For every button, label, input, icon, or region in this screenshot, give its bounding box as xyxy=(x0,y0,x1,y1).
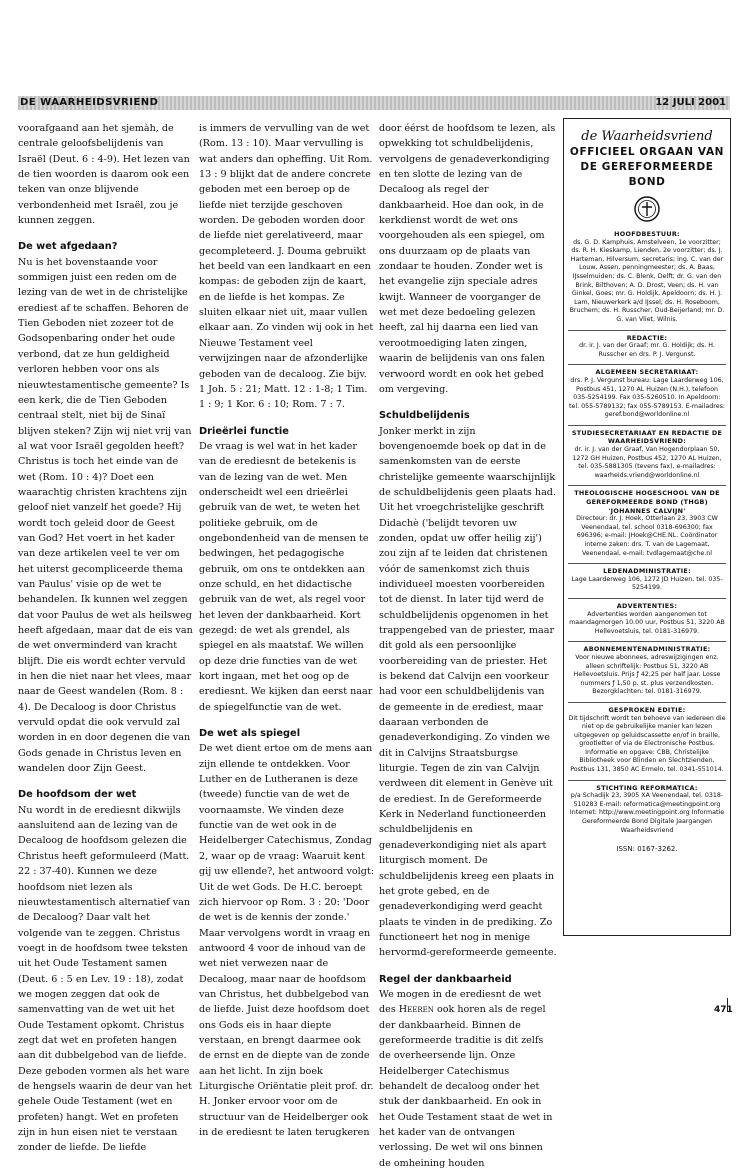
masthead-section xyxy=(568,330,726,360)
paragraph: Nu wordt in de erediesnt dikwijls aansluitend aan de lezing van de Decaloog de hoofdsom gelezen die Christus heeft geformuleerd (Matt. 22 : 37-40). Kunnen we deze hoofdsom niet lezen als nieuwtestamentisch alternatief van de Decaloog? Daar valt het volgende van te zeggen. Christus voegt in de hoofdsom twee teksten uit het Oude Testament samen (Deut. 6 : 5 en Lev. 19 : 18), zodat we mogen zeggen dat ook de samenvatting van de wet uit het Oude Testament opkomt. Christus zegt dat wet en profeten hangen aan dit dubbelgebod van de liefde. Deze geboden vormen als het ware de hengsels waarin de deur van het gehele Oude Testament (wet en profeten) hangt. Wet en profeten zijn in hun eisen niet te verstaan zonder de liefde. De liefde xyxy=(18,804,192,1154)
masthead-section xyxy=(568,702,726,775)
masthead-section-body: Lage Laarderweg 106, 1272 JD Huizen, tel. 035-5254199. xyxy=(571,575,723,592)
masthead-section-body: Advertenties worden aangenomen tot maandagmorgen 10.00 uur, Postbus 51, 3220 AB Hellevoetsluis, tel. 0181-316979. xyxy=(569,610,725,635)
masthead-section xyxy=(568,563,726,593)
paragraph: is immers de vervulling van de wet (Rom. 13 : 10). Maar vervulling is wat anders dan opheffing. Uit Rom. 13 : 9 blijkt dat de andere concrete geboden met een beroep op de liefde niet terzijde geschoven worden. De geboden worden door de liefde niet gerelativeerd, maar gecompleteerd. J. Douma gebruikt het beeld van een landkaart en een kompas: de geboden zijn de kaart, en de liefde is het kompas. Ze sluiten elkaar niet uit, maar vullen elkaar aan. Zo vinden wij ook in het Nieuwe Testament veel verwijzingen naar de afzonderlijke geboden van de decaloog. Zie bijv. 1 Joh. 5 : 21; Matt. 12 : 1-8; 1 Tim. 1 : 9; 1 Kor. 6 : 10; Rom. 7 : 7. xyxy=(199,123,374,411)
masthead-section-heading: LEDENADMINISTRATIE: xyxy=(568,563,726,576)
masthead-section-body: drs. P. J. Vergunst bureau: Lage Laarderweg 106, Postbus 451, 1270 AL Huizen (N.H.), telefoon 035-5254199. Fax 035-5260510. In Apeldoorn: tel. 055-5789132; fax 055-5789153. E-mailadres: geref.bond@worldonline.nl xyxy=(568,376,726,419)
section-heading: Drieërlei functie xyxy=(199,425,289,437)
paragraph: De vraag is wel wat in het kader van de erediesnt de betekenis is van de lezing van de wet. Men onderscheidt wel een drieërlei gebruik van de wet, te weten het politieke gebruik, om de ongebondenheid van de mensen te bedwingen, het pedagogische gebruik, om ons te ontdekken aan onze schuld, en het didactische gebruik van de wet, als regel voor het leven der dankbaarheid. Kort gezegd: de wet als grendel, als spiegel en als maatstaf. We willen op deze drie functies van de wet kort ingaan, met het oog op de erediesnt. We kijken dan eerst naar de spiegelfunctie van de wet. xyxy=(199,440,373,713)
section-heading: Regel der dankbaarheid xyxy=(379,973,512,985)
masthead-section xyxy=(568,641,726,697)
masthead-section-heading: ABONNEMENTENADMINISTRATIE: xyxy=(568,641,726,654)
masthead-section-heading: ALGEMEEN SECRETARIAAT: xyxy=(568,364,726,377)
column-1 xyxy=(18,121,194,1156)
masthead-section-heading: STUDIESECRETARIAAT EN REDACTIE DE WAARHEIDSVRIEND: xyxy=(568,425,726,446)
paragraph: Jonker merkt in zijn bovengenoemde boek op dat in de samenkomsten van de eerste christelijke gemeente waarschijnlijk de schuldbelijdenis geen plaats had. Uit het vroegchristelijke geschrift Didachè ('belijdt tevoren uw zonden, opdat uw offer heilig zij') zou zijn af te leiden dat christenen vóór de samenkomst zich thuis individueel moesten voorbereiden tot de dienst. In later tijd werd de schuldbelijdenis opgenomen in het trappengebed van de priester, maar dit gold als een persoonlijke voorbereiding van de priester. Het is bekend dat Calvijn een voorkeur had voor een schuldbelijdenis van de gemeente in de erediest, maar daaraan verbonden de genadeverkondiging. Zo vinden we dit in Calvijns Straatsburgse liturgie. Tegen de zin van Calvijn verdween dit element in Genève uit de erediest. In de Gereformeerde Kerk in Nederland functioneerden schuldbelijdenis en genadeverkondiging niet als apart liturgisch moment. De schuldbelijdenis kreeg een plaats in het grote gebed, en de genadeverkondiging werd geacht plaats te vinden in de prediking. Zo functioneert het nog in menige hervormd-gereformeerde gemeente. xyxy=(379,425,557,959)
issue-date: 12 JULI 2001 xyxy=(655,97,726,108)
masthead-section-body: dr. ir. J. van der Graaf, Van Hogendorplaan 50, 1272 GH Huizen, Postbus 452, 1270 AL Huizen, tel. 035-5881305 (tevens fax), e-mailadres: waarheids.vriend@worldonline.nl xyxy=(572,446,722,479)
masthead-sections xyxy=(564,227,730,835)
paragraph: voorafgaand aan het sjemàh, de centrale geloofsbelijdenis van Israël (Deut. 6 : 4-9). Het lezen van de tien woorden is daarom ook een teken van onze blijvende verbondenheid met Israël, zou je kunnen zeggen. xyxy=(18,123,190,227)
paragraph: door éérst de hoofdsom te lezen, als opwekking tot schuldbelijdenis, vervolgens de genadeverkondiging en ten slotte de lezing van de Decaloog als regel der dankbaarheid. Hoe dan ook, in de kerkdienst wordt de wet ons voorgehouden als een spiegel, om ons duurzaam op de plaats van zondaar te houden. Zonder wet is het evangelie zijn speciale adres kwijt. Wanneer de voorganger de wet met deze bedoeling gelezen heeft, zal hij daarna een lied van verootmoediging laten zingen, waarin de belijdenis van ons falen verwoord wordt en ook het gebed om vergeving. xyxy=(379,123,556,395)
masthead-title: de Waarheidsvriend xyxy=(581,129,713,144)
section-heading: De hoofdsom der wet xyxy=(18,789,137,801)
masthead-section-heading: STICHTING REFORMATICA: xyxy=(568,780,726,793)
masthead-section xyxy=(568,364,726,420)
masthead-section-heading: HOOFDBESTUUR: xyxy=(614,230,680,238)
masthead-section-body: p/a Schadijk 23, 3905 XA Veenendaal, tel. 0318-510283 E-mail: reformatica@meetingpoint.org Internet: http://www.meetingpoint.org Informatie Gereformeerde Bond Digitale Jaargangen Waarheidsvriend xyxy=(569,792,725,834)
masthead-subtitle: OFFICIEEL ORGAAN VAN DE GEREFORMEERDE BOND xyxy=(569,146,725,188)
journal-name: DE WAARHEIDSVRIEND xyxy=(20,97,159,108)
masthead-section-heading: REDACTIE: xyxy=(568,330,726,343)
masthead-section xyxy=(568,485,726,558)
issn: ISSN: 0167-3262. xyxy=(616,845,678,854)
masthead-section-body: Dit tijdschrift wordt ten behoeve van iedereen die niet op de gebruikelijke manier kan lezen uitgegeven op geluidscassette en/of in braille, grootletter of via de Electronische Postbus. Informatie en opgave: CBB, Christelijke Bibliotheek voor Blinden en Slechtzienden, Postbus 131, 3850 AC Ermelo, tel. 0341-551014. xyxy=(568,714,726,774)
column-2 xyxy=(199,121,375,1140)
page-number: 471 xyxy=(714,1005,733,1015)
masthead-section-heading: GESPROKEN EDITIE: xyxy=(568,702,726,715)
section-heading: De wet als spiegel xyxy=(199,728,301,740)
masthead-section xyxy=(568,780,726,836)
masthead-section-heading: THEOLOGISCHE HOGESCHOOL VAN DE GEREFORMEERDE BOND (THGB) 'JOHANNES CALVIJN' xyxy=(568,485,726,515)
masthead-section-body: Directeur: dr. J. Hoek, Otterlaan 23, 3903 CW Veenendaal, tel. school 0318-696300; fax 696396; e-mail: JHoek@CHE.NL. Coördinator interne zaken: drs. T. van de Lagemaat, Veenendaal, e-mail: tvdlagemaat@che.nl xyxy=(576,515,718,557)
masthead-section xyxy=(568,227,726,325)
masthead-section xyxy=(568,598,726,636)
paragraph: De wet dient ertoe om de mens aan zijn ellende te ontdekken. Voor Luther en de Lutheranen is deze (tweede) functie van de wet de voornaamste. We vinden deze functie van de wet ook in de Heidelberger Catechismus, Zondag 2, waar op de vraag: Waaruit kent gij uw ellende?, het antwoord volgt: Uit de wet Gods. De H.C. beroept zich hiervoor op Rom. 3 : 20: 'Door de wet is de kennis der zonde.' Maar vervolgens wordt in vraag en antwoord 4 voor de inhoud van de wet niet verwezen naar de Decaloog, maar naar de hoofdsom van Christus, het dubbelgebod van de liefde. Juist deze hoofdsom doet ons Gods eis in haar diepte verstaan, en brengt daarmee ook de ernst en de diepte van de zonde aan het licht. In zijn boek Liturgische Oriëntatie pleit prof. dr. H. Jonker ervoor voor om de structuur van de Heidelberger ook in de erediesnt te laten terugkeren xyxy=(199,743,374,1138)
section-heading: De wet afgedaan? xyxy=(18,241,118,253)
paragraph: We mogen in de erediesnt de wet des Heeren ook horen als de regel der dankbaarheid. Binnen de gereformeerde traditie is dit zelfs de overheersende lijn. Onze Heidelberger Catechismus behandelt de decaloog onder het stuk der dankbaarheid. En ook in het Oude Testament staat de wet in het kader van de ontvangen verlossing. De wet wil ons binnen de omheining houden xyxy=(379,988,553,1169)
paragraph: Nu is het bovenstaande voor sommigen juist een reden om de lezing van de wet in de christelijke erediest af te schaffen. Behoren de Tien Geboden niet zozeer tot de Godsopenbaring onder het oude verbond, dat ze hun geldigheid verloren hebben voor ons als nieuwtestamentische gemeente? Is een kerk, die de Tien Geboden centraal stelt, niet bij de Sinaï blijven steken? Zijn wij niet vrij van al wat voor Israël gegolden heeft? Christus is toch het einde van de wet (Rom. 10 : 4)? Doet een waarachtig christen krachtens zijn geloof niet vanzelf het goede? Hij wordt toch geleid door de Geest van God? Het voert in het kader van deze artikelen veel te ver om het uiterst gecompliceerde thema van Paulus' visie op de wet te behandelen. Ik kunnen wel zeggen dat voor Paulus de wet als heilsweg heeft afgedaan, maar dat de eis van de wet onverminderd van kracht blijft. Die eis wordt echter vervuld in hen die niet naar het vlees, maar naar de Geest wandelen (Rom. 8 : 4). De Decaloog is door Christus vervuld opdat die ook vervuld zal worden in en door degenen die van Gods genade in Christus leven en wandelen door Zijn Geest. xyxy=(18,256,193,775)
masthead-section-body: Voor nieuwe abonnees, adreswijzigingen enz. alleen schriftelijk: Postbus 51, 3220 AB Hellevoetsluis. Prijs ƒ 42,25 per half jaar. Losse nummers ƒ 1,50 p. st. plus verzendkosten. Bezorgklachten: tel. 0181-316979. xyxy=(573,653,721,696)
masthead-section-heading: ADVERTENTIES: xyxy=(568,598,726,611)
section-heading: Schuldbelijdenis xyxy=(379,410,470,422)
masthead-section xyxy=(568,425,726,481)
column-3 xyxy=(379,121,557,1171)
masthead-box xyxy=(563,118,731,936)
masthead-section-body: ds. G. D. Kamphuis, Amstelveen, 1e voorzitter; ds. R. H. Kieskamp, Lienden, 2e voorzitter; ds. J. Harteman, Hilversum, secretaris; ing. C. van der Louw, Assen, penningmeester; ds. A. Baas, IJsselmuiden; ds. C. Blenk, Delft; dr. G. van den Brink, Bilthoven; A. D. Drost, Veen; ds. H. van Ginkel, Goes; mr. G. Holdijk, Apeldoorn; ds. H. J. Lam, Nieuwerkerk a/d IJssel; ds. H. Roseboom, Bruchem; ds. H. Russcher, Oud-Beijerland; mr. D. G. van Vliet, Wilnis. xyxy=(569,238,725,323)
masthead-section-body: dr. ir. J. van der Graaf; mr. G. Holdijk; ds. H. Russcher en drs. P. J. Vergunst. xyxy=(579,342,715,358)
page-header-bar xyxy=(18,96,730,110)
bond-logo-icon xyxy=(634,196,660,222)
